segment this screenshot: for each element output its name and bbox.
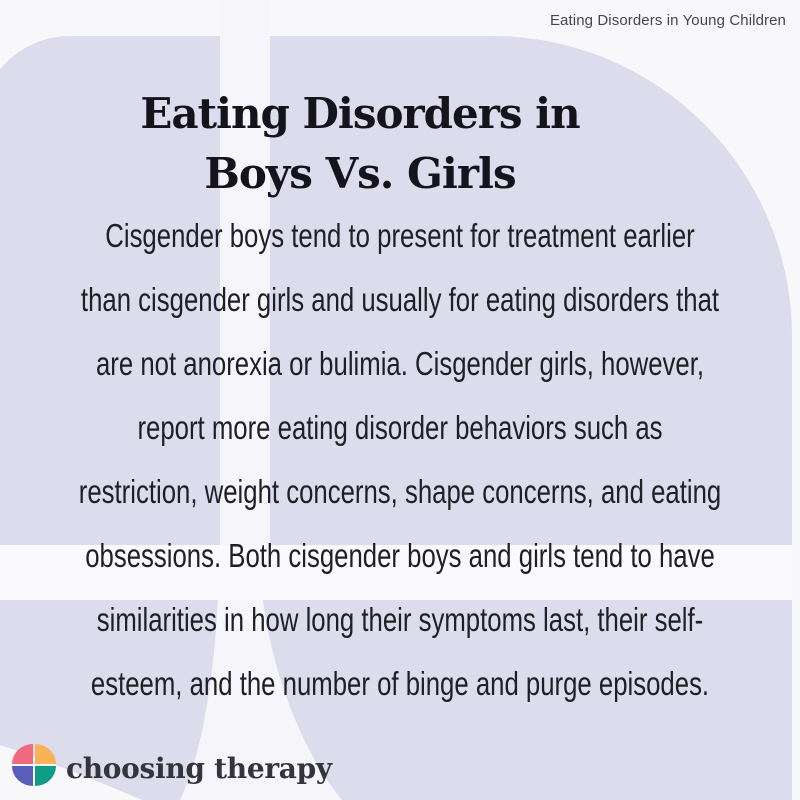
page-title-line-2: Boys Vs. Girls	[204, 149, 516, 198]
logo-quadrant-orange-icon	[35, 744, 56, 764]
logo-quadrant-teal-icon	[35, 766, 56, 786]
body-line: restriction, weight concerns, shape concerns, and eating	[78, 473, 722, 510]
logo-quadrant-indigo-icon	[12, 766, 33, 786]
brand-name: choosing therapy	[66, 751, 332, 785]
body-line: similarities in how long their symptoms last, their self-	[96, 601, 704, 638]
body-line: are not anorexia or bulimia. Cisgender girls, however,	[95, 345, 705, 382]
header-note: Eating Disorders in Young Children	[549, 12, 786, 29]
body-paragraph	[33, 204, 766, 716]
brand-logo-icon	[12, 744, 56, 786]
body-line: esteem, and the number of binge and purge episodes.	[90, 665, 710, 702]
page-title-line-1: Eating Disorders in	[140, 89, 580, 138]
body-line: than cisgender girls and usually for eating disorders that	[80, 281, 720, 318]
body-line: Cisgender boys tend to present for treatment earlier	[105, 217, 695, 254]
brand-logo	[12, 744, 332, 786]
page-title	[0, 84, 720, 204]
body-line: obsessions. Both cisgender boys and girls tend to have	[85, 537, 715, 574]
body-line: report more eating disorder behaviors such as	[137, 409, 663, 446]
logo-quadrant-pink-icon	[12, 744, 33, 764]
